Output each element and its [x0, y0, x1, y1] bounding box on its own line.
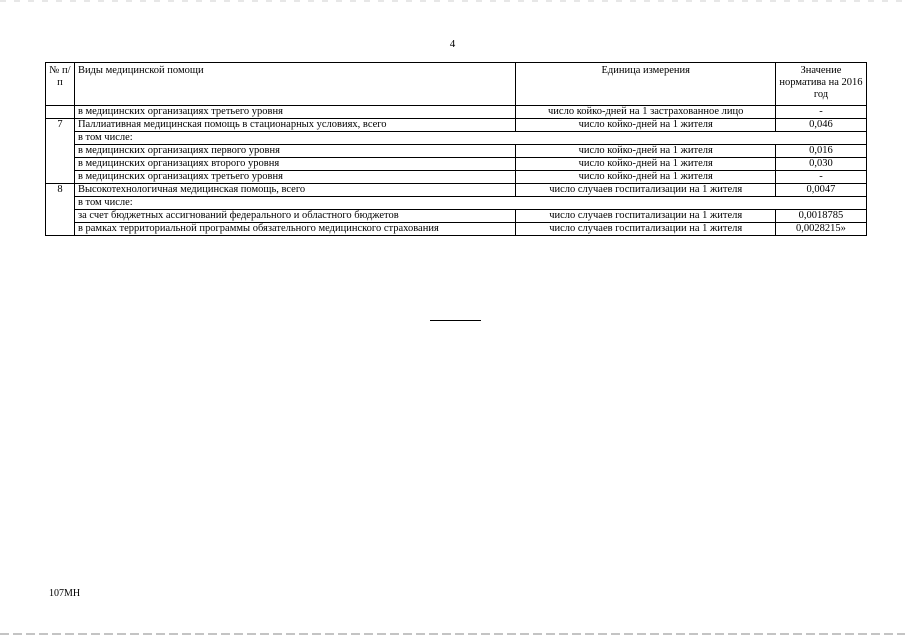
row-value: 0,0018785 — [775, 210, 866, 223]
row-kind: в том числе: — [74, 132, 866, 145]
scan-edge-bottom — [0, 633, 905, 635]
row-kind: в медицинских организациях третьего уровня — [74, 106, 516, 119]
row-unit: число койко-дней на 1 жителя — [516, 171, 776, 184]
row-value: 0,030 — [775, 158, 866, 171]
row-value: - — [775, 106, 866, 119]
row-kind: в медицинских организациях второго уровня — [74, 158, 516, 171]
page-number: 4 — [449, 38, 456, 50]
table-row — [46, 106, 867, 119]
table-row — [46, 132, 867, 145]
row-kind: Паллиативная медицинская помощь в стационарных условиях, всего — [74, 119, 516, 132]
header-num: № п/п — [46, 63, 75, 106]
row-value: 0,046 — [775, 119, 866, 132]
table-row — [46, 171, 867, 184]
row-num — [46, 171, 75, 184]
row-num: 7 — [46, 119, 75, 132]
scan-edge-top — [0, 0, 905, 2]
row-unit: число случаев госпитализации на 1 жителя — [516, 210, 776, 223]
row-kind: Высокотехнологичная медицинская помощь, всего — [74, 184, 516, 197]
table-row — [46, 158, 867, 171]
row-unit: число койко-дней на 1 жителя — [516, 158, 776, 171]
norms-table — [45, 62, 867, 236]
table-row — [46, 210, 867, 223]
row-unit: число койко-дней на 1 жителя — [516, 145, 776, 158]
row-unit: число койко-дней на 1 жителя — [516, 119, 776, 132]
row-unit: число случаев госпитализации на 1 жителя — [516, 223, 776, 236]
header-value: Значение норматива на 2016 год — [775, 63, 866, 106]
table-row — [46, 223, 867, 236]
end-rule — [430, 320, 481, 321]
header-unit: Единица измерения — [516, 63, 776, 106]
table-header-row — [46, 63, 867, 106]
row-num — [46, 106, 75, 119]
row-kind: в том числе: — [74, 197, 866, 210]
row-unit: число койко-дней на 1 застрахованное лицо — [516, 106, 776, 119]
header-kind: Виды медицинской помощи — [74, 63, 516, 106]
row-num — [46, 145, 75, 158]
row-num — [46, 197, 75, 210]
table-row — [46, 145, 867, 158]
row-num — [46, 132, 75, 145]
table-row — [46, 119, 867, 132]
row-value: - — [775, 171, 866, 184]
row-value: 0,0047 — [775, 184, 866, 197]
table-row — [46, 197, 867, 210]
row-num: 8 — [46, 184, 75, 197]
row-unit: число случаев госпитализации на 1 жителя — [516, 184, 776, 197]
row-kind: в медицинских организациях первого уровня — [74, 145, 516, 158]
row-value: 0,016 — [775, 145, 866, 158]
row-kind: в рамках территориальной программы обязательного медицинского страхования — [74, 223, 516, 236]
table-row — [46, 184, 867, 197]
footer-code: 107МН — [49, 588, 81, 599]
row-num — [46, 210, 75, 223]
row-kind: в медицинских организациях третьего уровня — [74, 171, 516, 184]
row-num — [46, 223, 75, 236]
row-kind: за счет бюджетных ассигнований федерального и областного бюджетов — [74, 210, 516, 223]
row-value: 0,0028215» — [775, 223, 866, 236]
row-num — [46, 158, 75, 171]
